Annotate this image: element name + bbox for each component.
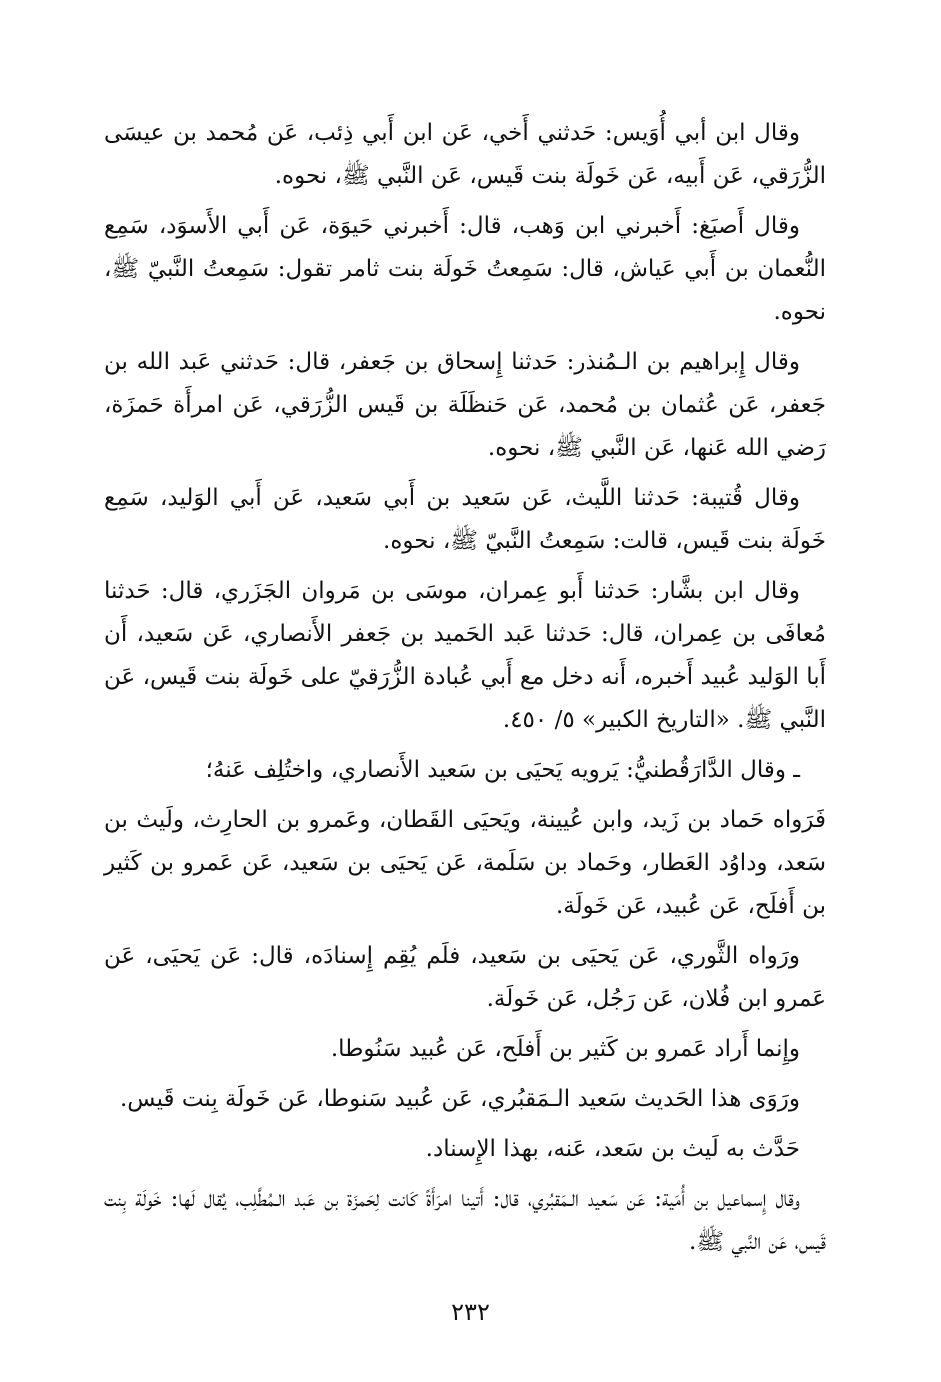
- paragraph-8: ورَواه الثَّوري، عَن يَحيَى بن سَعيد، فلَم يُقِم إِسنادَه، قال: عَن يَحيَى، عَن عَمرو ابن فُلان، عَن رَجُل، عَن خَولَة.: [104, 943, 826, 1012]
- paragraph-9: وإِنما أَراد عَمرو بن كَثير بن أَفلَح، عَن عُبيد سَنُوطا.: [330, 1036, 800, 1062]
- paragraph-6: ـ وقال الدَّارَقُطنيُّ: يَرويه يَحيَى بن سَعيد الأَنصاري، واختُلِف عَنهُ؛: [205, 757, 800, 783]
- paragraph-11: حَدَّث به لَيث بن سَعد، عَنه، بهذا الإِسناد.: [425, 1136, 800, 1162]
- paragraph-7: فَرَواه حَماد بن زَيد، وابن عُيينة، ويَحيَى القَطان، وعَمرو بن الحارِث، ولَيث بن سَعد، وداوُد العَطار، وحَماد بن سَلَمة، عَن يَحيَى بن سَعيد، عَن عَمرو بن كَثير بن أَفلَح، عَن عُبيد، عَن خَولَة.: [104, 807, 826, 919]
- paragraph-4: وقال قُتيبة: حَدثنا اللَّيث، عَن سَعيد بن أَبي سَعيد، عَن أَبي الوَليد، سَمِع خَولَة بنت قَيس، قالت: سَمِعتُ النَّبيّ ﷺ، نحوه.: [104, 485, 826, 554]
- paragraph-12: وقال إِسماعيل بن أُمَية: عَن سَعيد الـمَقبُري، قال: أَتينا امرَأَةً كَانت لِحَمزَة بن عَبد الـمُطَّلِب، يُقال لَها: خَولَة بِنت قَيس، عَن النَّبي ﷺ.: [104, 1186, 826, 1255]
- page-body: [104, 112, 826, 1271]
- paragraph-1: وقال ابن أبي أُوَيس: حَدثني أَخي، عَن ابن أَبي ذِئب، عَن مُحمد بن عيسَى الزُّرَقي، عَن أَبيه، عَن خَولَة بنت قَيس، عَن النَّبي ﷺ، نحوه.: [104, 120, 826, 189]
- paragraph-3: وقال إِبراهيم بن الـمُنذر: حَدثنا إِسحاق بن جَعفر، قال: حَدثني عَبد الله بن جَعفر، عَن عُثمان بن مُحمد، عَن حَنظَلَة بن قَيس الزُّرَقي، عَن امرأَة حَمزَة، رَضي الله عَنها، عَن النَّبي ﷺ، نحوه.: [104, 349, 826, 461]
- paragraph-2: وقال أَصبَغ: أَخبرني ابن وَهب، قال: أَخبرني حَيوَة، عَن أَبي الأَسوَد، سَمِع النُّعمان بن أَبي عَياش، قال: سَمِعتُ خَولَة بنت ثامر تقول: سَمِعتُ النَّبيّ ﷺ، نحوه.: [104, 213, 826, 325]
- page-number: ٢٣٢: [451, 1298, 490, 1326]
- paragraph-5: وقال ابن بشَّار: حَدثنا أَبو عِمران، موسَى بن مَروان الجَزَري، قال: حَدثنا مُعافَى بن عِمران، قال: حَدثنا عَبد الحَميد بن جَعفر الأَنصاري، عَن سَعيد، أَن أَبا الوَليد عُبيد أَخبره، أَنه دخل مع أَبي عُبادة الزُّرَقيّ على خَولَة بنت قَيس، عَن النَّبي ﷺ. «التاريخ الكبير» ٥/ ٤٥٠.: [104, 578, 826, 733]
- paragraph-10: ورَوَى هذا الحَديث سَعيد الـمَقبُري، عَن عُبيد سَنوطا، عَن خَولَة بِنت قَيس.: [119, 1086, 800, 1112]
